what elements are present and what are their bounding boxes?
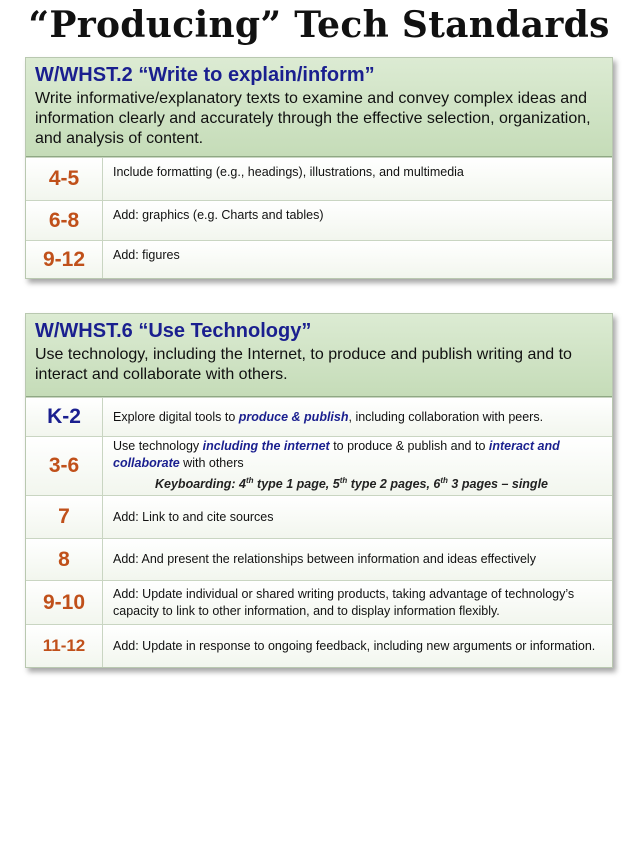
grade-label: 6-8 [26, 201, 103, 240]
superscript: th [339, 476, 348, 486]
table-row [26, 240, 612, 278]
page-title: “Producing” Tech Standards [28, 4, 610, 46]
standard-description: Write informative/explanatory texts to examine and convey complex ideas and information clearly and accurately through the effective selection, organization, and analysis of content. [35, 90, 591, 147]
text-segment: 3 pages – single [447, 477, 548, 492]
standard-panel-whst2 [25, 57, 613, 279]
table-row [26, 580, 612, 624]
emphasis-text: interact and collaborate [113, 439, 560, 471]
grade-label: K-2 [26, 398, 103, 436]
superscript: th [246, 476, 254, 486]
grade-label: 9-12 [26, 241, 103, 278]
emphasis-text: including the internet [202, 439, 330, 454]
grade-label: 4-5 [26, 158, 103, 200]
row-text [103, 437, 612, 495]
table-row [26, 157, 612, 200]
superscript: th [440, 476, 448, 486]
grade-label: 7 [26, 496, 103, 538]
standard-description: Use technology, including the Internet, to produce and publish writing and to interact and collaborate with others. [35, 346, 572, 383]
grade-label: 9-10 [26, 581, 103, 624]
row-text: Include formatting (e.g., headings), illustrations, and multimedia [113, 165, 464, 179]
table-row [26, 495, 612, 538]
table-row [26, 397, 612, 436]
row-text [103, 398, 612, 436]
standard-code-title: W/WHST.6 “Use Technology” [35, 320, 312, 342]
row-text: Add: And present the relationships between information and ideas effectively [113, 552, 536, 566]
text-segment: Use technology [113, 439, 203, 454]
panel-header [26, 314, 612, 397]
text-segment: , including collaboration with peers. [348, 409, 544, 424]
grade-label: 3-6 [26, 437, 103, 495]
keyboarding-note [113, 472, 602, 493]
row-text: Add: graphics (e.g. Charts and tables) [113, 208, 324, 222]
table-row [26, 436, 612, 495]
text-segment: type 1 page, 5 [253, 477, 340, 492]
table-row [26, 538, 612, 580]
row-text: Add: Link to and cite sources [113, 509, 274, 524]
emphasis-text: produce & publish [238, 409, 349, 424]
grade-label: 11-12 [26, 625, 103, 667]
table-row [26, 200, 612, 240]
grade-label: 8 [26, 539, 103, 580]
text-segment: to produce & publish and to [329, 439, 489, 454]
text-segment: with others [179, 456, 244, 471]
row-text: Add: Update in response to ongoing feedback, including new arguments or information. [113, 638, 596, 653]
row-text: Add: Update individual or shared writing products, taking advantage of technology’s capacity to link to other information, and to display information flexibly. [113, 586, 575, 618]
text-segment: Keyboarding: 4 [155, 477, 246, 492]
text-segment: Explore digital tools to [113, 409, 239, 424]
row-text: Add: figures [113, 248, 180, 262]
standard-code-title: W/WHST.2 “Write to explain/inform” [35, 64, 375, 86]
table-row [26, 624, 612, 667]
text-segment: type 2 pages, 6 [347, 477, 441, 492]
standard-panel-whst6 [25, 313, 613, 668]
panel-header [26, 58, 612, 157]
